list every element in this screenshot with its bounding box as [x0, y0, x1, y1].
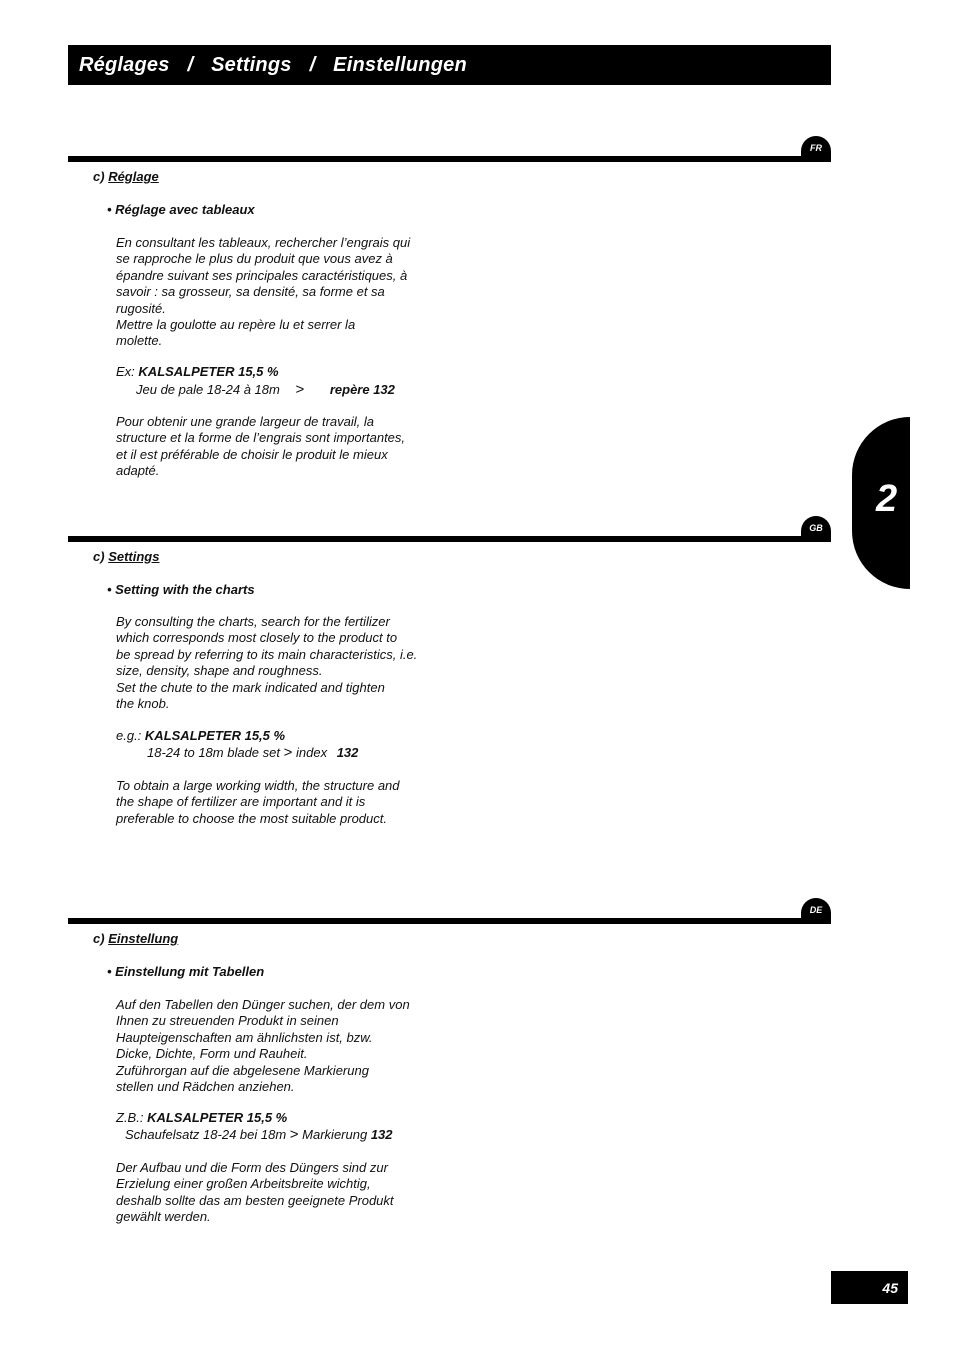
example-result: 132: [336, 745, 359, 760]
section-prefix: c): [93, 931, 105, 946]
bullet-heading-de: • Einstellung mit Tabellen: [107, 964, 265, 979]
example-detail: Jeu de pale 18-24 à 18m: [136, 382, 280, 397]
example-detail-gb: [147, 744, 358, 761]
section-title-text: Settings: [108, 549, 160, 564]
language-tab-gb: GB: [801, 516, 831, 540]
paragraph-fr-1: En consultant les tableaux, rechercher l’engrais qui se rapproche le plus du produit que vous avez à épandre suivant ses principales caractéristiques, à savoir : sa grosseur, sa densité, sa forme et sa rugosité. Mettre la goulotte au repère lu et serrer la molette.: [116, 235, 411, 349]
example-detail: 18-24 to 18m blade set: [147, 745, 280, 760]
example-line-fr: [116, 364, 279, 379]
language-tab-de: DE: [801, 898, 831, 922]
paragraph-gb-2: To obtain a large working width, the structure and the shape of fertilizer are important and it is preferable to choose the most suitable product.: [116, 778, 400, 826]
paragraph-de-1: Auf den Tabellen den Dünger suchen, der dem von Ihnen zu streuenden Produkt in seinen Haupteigenschaften am ähnlichsten ist, bzw. Dicke, Dichte, Form und Rauheit. Zuführorgan auf die abgelesene Markierung stellen und Rädchen anziehen.: [116, 997, 410, 1095]
header-title-gb: Settings: [211, 53, 292, 76]
paragraph-gb-1: By consulting the charts, search for the fertilizer which corresponds most closely to the product to be spread by referring to its main characteristics, i.e. size, density, shape and roughness. Set the chute to the mark indicated and tighten the knob.: [116, 614, 418, 712]
paragraph-de-2: Der Aufbau und die Form des Düngers sind zur Erzielung einer großen Arbeitsbreite wichtig, deshalb sollte das am besten geeignete Produkt gewählt werden.: [116, 1160, 394, 1225]
example-result: 132: [370, 1127, 393, 1142]
header-title-de: Einstellungen: [333, 53, 467, 76]
arrow-symbol: >: [295, 381, 305, 398]
example-detail: Schaufelsatz 18-24 bei 18m: [125, 1127, 287, 1142]
section-rule-fr: [68, 156, 831, 162]
example-mark-label: Markierung: [302, 1127, 368, 1142]
example-line-gb: [116, 728, 285, 743]
page-header: [68, 45, 831, 85]
section-rule-de: [68, 918, 831, 924]
example-product: KALSALPETER 15,5 %: [144, 728, 286, 743]
example-product: KALSALPETER 15,5 %: [147, 1110, 288, 1125]
chapter-number: 2: [876, 478, 898, 520]
section-title-gb: [93, 549, 159, 564]
section-title-text: Einstellung: [108, 931, 179, 946]
example-detail-de: [125, 1126, 393, 1143]
example-detail-fr: [136, 381, 395, 398]
example-label: e.g.:: [116, 728, 142, 743]
example-index-label: index: [296, 745, 328, 760]
header-separator: /: [309, 53, 316, 76]
bullet-heading-fr: • Réglage avec tableaux: [107, 202, 255, 217]
header-separator: /: [187, 53, 194, 76]
page-number: 45: [831, 1271, 908, 1304]
arrow-symbol: >: [283, 744, 293, 761]
section-prefix: c): [93, 549, 105, 564]
bullet-heading-gb: • Setting with the charts: [107, 582, 255, 597]
example-result: repère 132: [329, 382, 395, 397]
paragraph-fr-2: Pour obtenir une grande largeur de travail, la structure et la forme de l’engrais sont importantes, et il est préférable de choisir le produit le mieux adapté.: [116, 414, 406, 479]
example-product: KALSALPETER 15,5 %: [138, 364, 279, 379]
header-title-fr: Réglages: [79, 53, 170, 76]
language-tab-fr: FR: [801, 136, 831, 160]
section-title-de: [93, 931, 178, 946]
section-title-text: Réglage: [108, 169, 159, 184]
arrow-symbol: >: [289, 1126, 299, 1143]
section-prefix: c): [93, 169, 105, 184]
chapter-tab-edge: [910, 400, 954, 610]
example-label: Z.B.:: [116, 1110, 144, 1125]
section-rule-gb: [68, 536, 831, 542]
example-label: Ex:: [116, 364, 135, 379]
section-title-fr: [93, 169, 159, 184]
example-line-de: [116, 1110, 287, 1125]
